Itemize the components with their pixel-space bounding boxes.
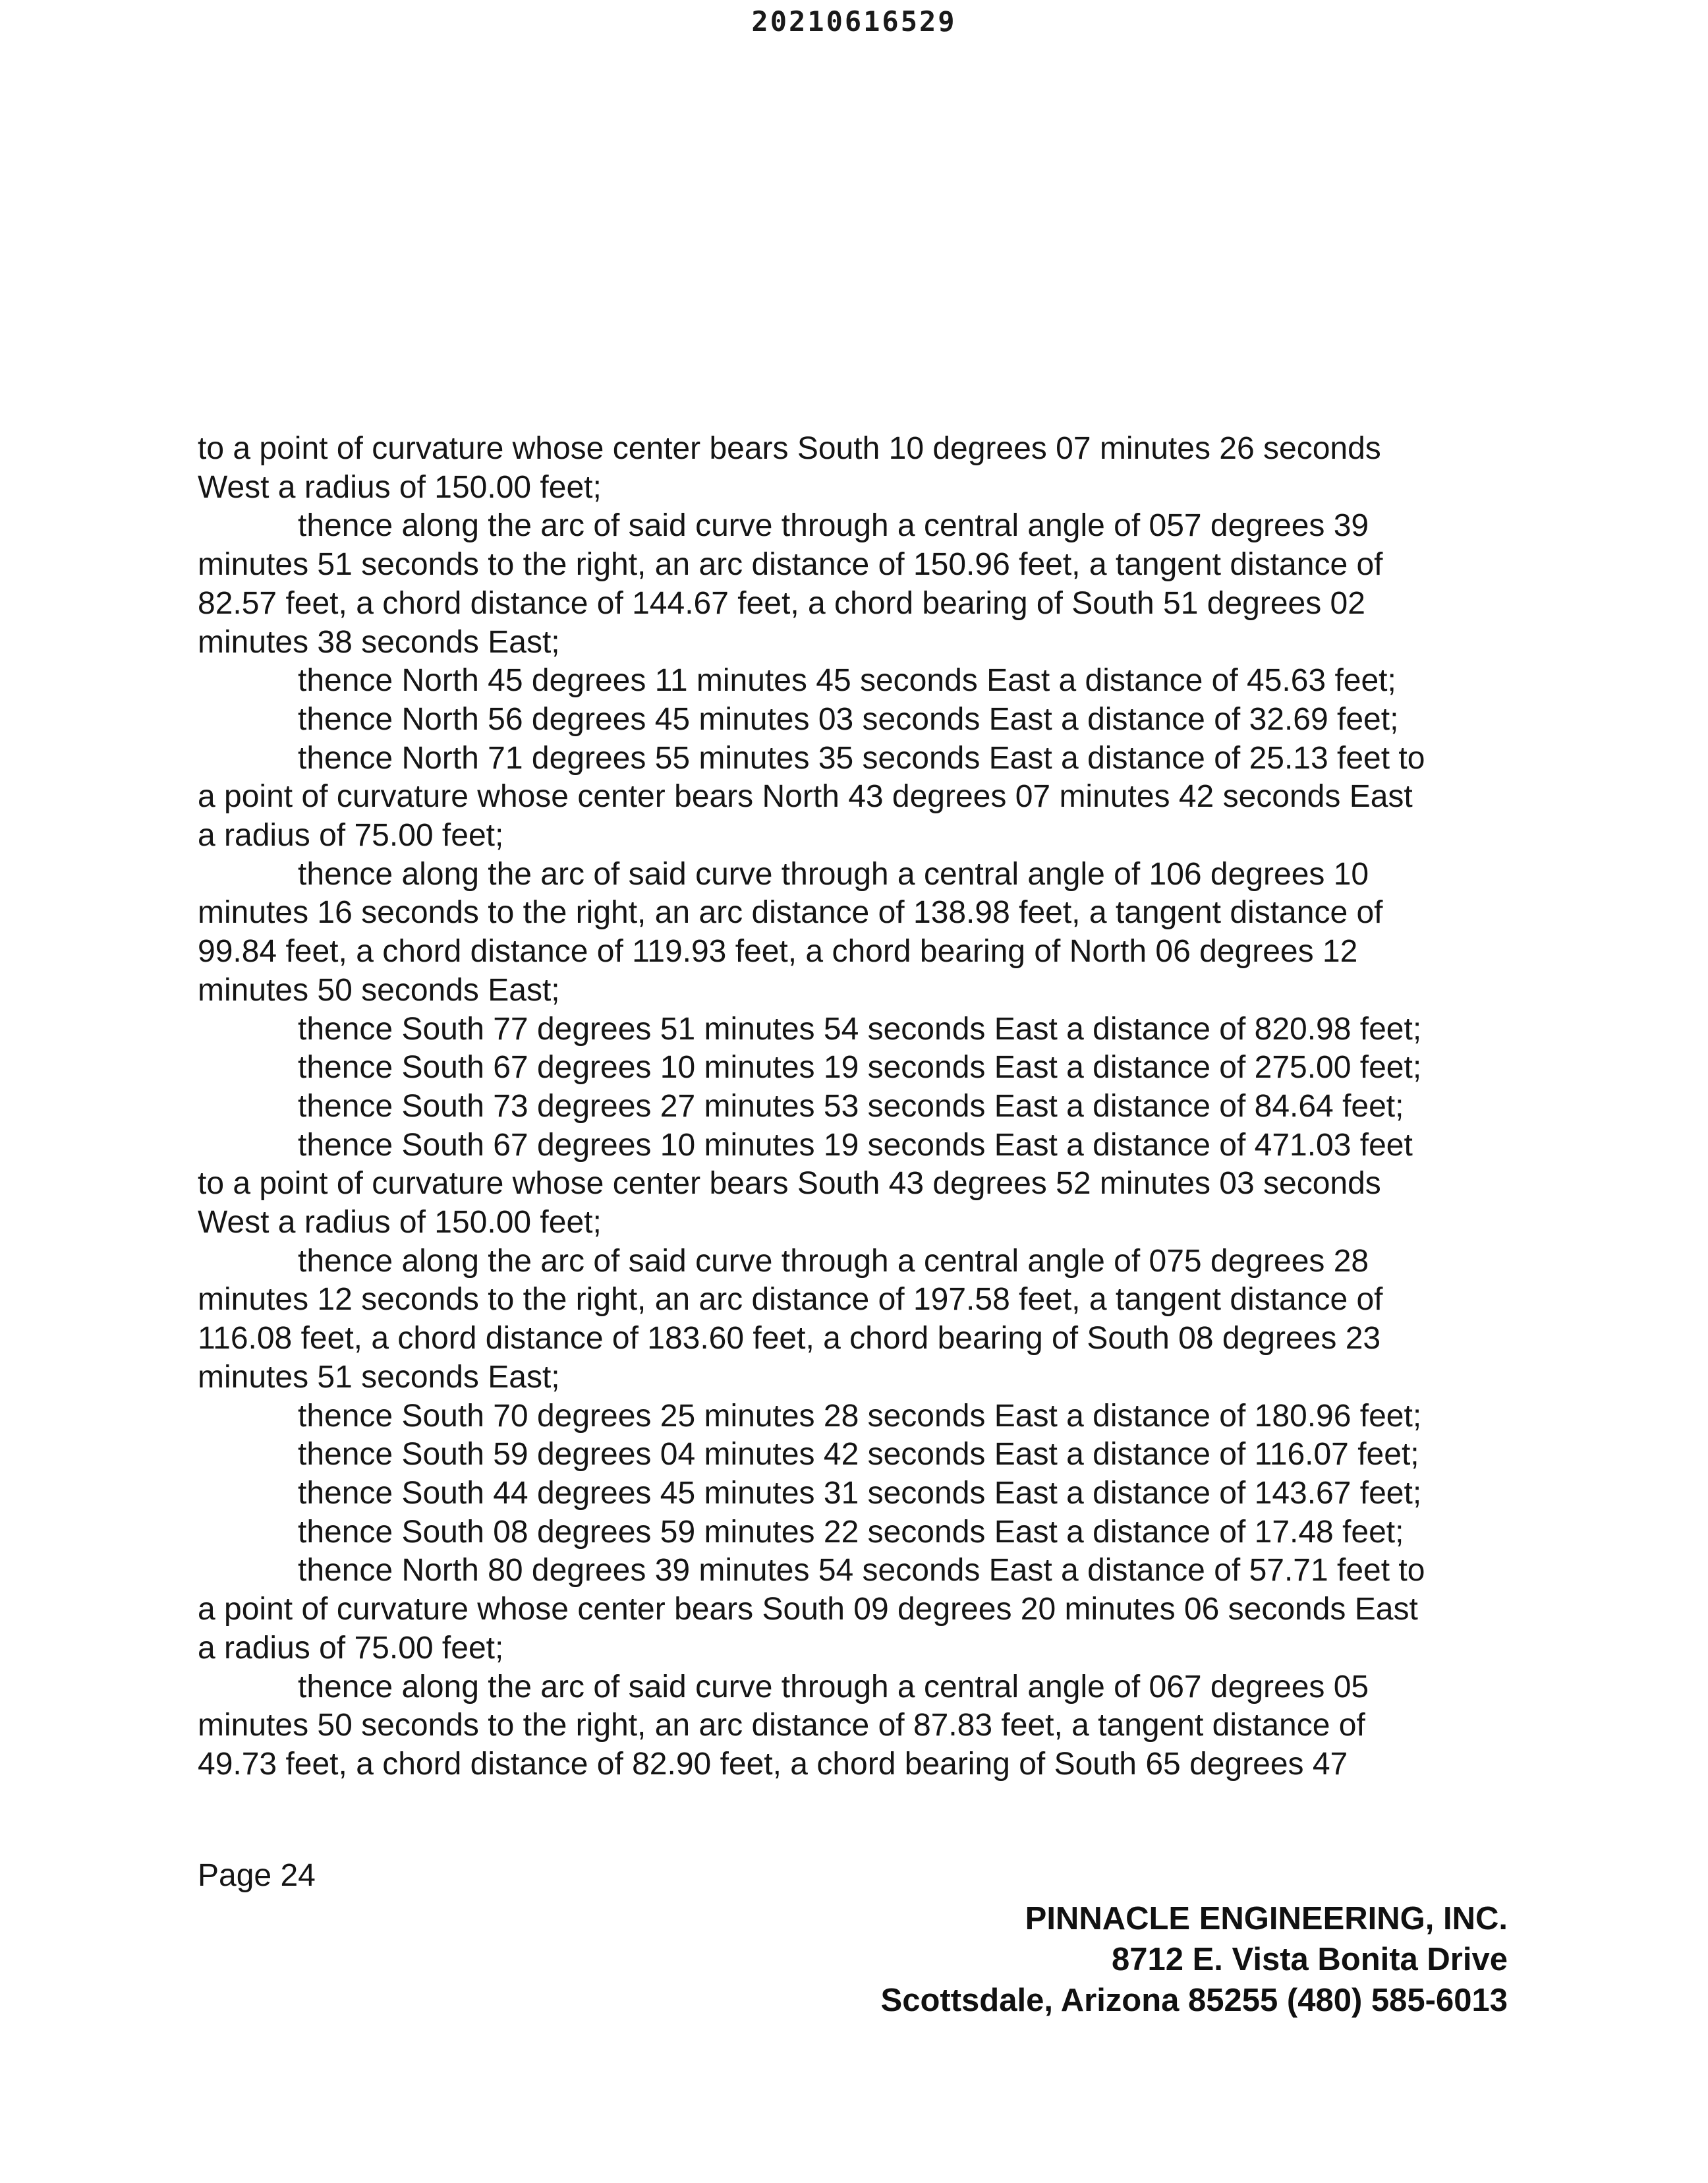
body-line: to a point of curvature whose center bears South 43 degrees 52 minutes 03 seconds	[198, 1166, 1381, 1202]
body-line: minutes 51 seconds to the right, an arc distance of 150.96 feet, a tangent distance of	[198, 547, 1383, 583]
body-line: thence South 77 degrees 51 minutes 54 seconds East a distance of 820.98 feet;	[298, 1011, 1422, 1047]
body-line: to a point of curvature whose center bears South 10 degrees 07 minutes 26 seconds	[198, 431, 1381, 466]
page-number: Page 24	[198, 1858, 316, 1893]
body-line: a point of curvature whose center bears North 43 degrees 07 minutes 42 seconds East	[198, 779, 1413, 815]
body-line: minutes 12 seconds to the right, an arc distance of 197.58 feet, a tangent distance of	[198, 1282, 1383, 1318]
body-line: minutes 51 seconds East;	[198, 1359, 560, 1395]
body-line: West a radius of 150.00 feet;	[198, 1205, 602, 1240]
body-line: West a radius of 150.00 feet;	[198, 469, 602, 505]
body-line: thence North 71 degrees 55 minutes 35 seconds East a distance of 25.13 feet to	[298, 740, 1425, 776]
company-address-block	[881, 1898, 1508, 2021]
body-line: minutes 50 seconds East;	[198, 972, 560, 1008]
company-name: PINNACLE ENGINEERING, INC.	[1025, 1901, 1508, 1936]
body-line: a radius of 75.00 feet;	[198, 818, 504, 854]
body-line: thence North 45 degrees 11 minutes 45 seconds East a distance of 45.63 feet;	[298, 663, 1396, 699]
body-line: thence South 67 degrees 10 minutes 19 seconds East a distance of 275.00 feet;	[298, 1050, 1422, 1086]
body-line: thence South 08 degrees 59 minutes 22 seconds East a distance of 17.48 feet;	[298, 1514, 1404, 1550]
body-line: 99.84 feet, a chord distance of 119.93 feet, a chord bearing of North 06 degrees 12	[198, 934, 1358, 970]
body-line: thence along the arc of said curve through a central angle of 057 degrees 39	[298, 508, 1369, 544]
legal-description-body	[198, 430, 1509, 1784]
body-line: minutes 16 seconds to the right, an arc distance of 138.98 feet, a tangent distance of	[198, 895, 1383, 931]
body-line: thence North 80 degrees 39 minutes 54 seconds East a distance of 57.71 feet to	[298, 1553, 1425, 1588]
body-line: thence South 73 degrees 27 minutes 53 seconds East a distance of 84.64 feet;	[298, 1088, 1404, 1124]
body-line: thence North 56 degrees 45 minutes 03 seconds East a distance of 32.69 feet;	[298, 701, 1399, 737]
body-line: thence South 59 degrees 04 minutes 42 seconds East a distance of 116.07 feet;	[298, 1437, 1419, 1472]
body-line: thence along the arc of said curve through a central angle of 075 degrees 28	[298, 1243, 1369, 1279]
body-line: thence South 67 degrees 10 minutes 19 seconds East a distance of 471.03 feet	[298, 1127, 1413, 1163]
body-line: thence along the arc of said curve through a central angle of 067 degrees 05	[298, 1669, 1369, 1704]
body-line: 116.08 feet, a chord distance of 183.60 feet, a chord bearing of South 08 degrees 23	[198, 1321, 1381, 1356]
company-city-phone: Scottsdale, Arizona 85255 (480) 585-6013	[880, 1983, 1508, 2018]
body-line: thence South 70 degrees 25 minutes 28 seconds East a distance of 180.96 feet;	[298, 1398, 1422, 1434]
body-line: a radius of 75.00 feet;	[198, 1630, 504, 1666]
body-line: thence South 44 degrees 45 minutes 31 seconds East a distance of 143.67 feet;	[298, 1475, 1422, 1511]
body-line: minutes 38 seconds East;	[198, 624, 560, 660]
body-line: 49.73 feet, a chord distance of 82.90 feet, a chord bearing of South 65 degrees 47	[198, 1746, 1348, 1782]
recording-number: 20210616529	[751, 5, 957, 38]
body-line: a point of curvature whose center bears South 09 degrees 20 minutes 06 seconds East	[198, 1592, 1418, 1627]
body-line: thence along the arc of said curve through a central angle of 106 degrees 10	[298, 856, 1369, 892]
body-line: 82.57 feet, a chord distance of 144.67 feet, a chord bearing of South 51 degrees 02	[198, 585, 1365, 621]
body-line: minutes 50 seconds to the right, an arc distance of 87.83 feet, a tangent distance of	[198, 1708, 1365, 1743]
company-street-address: 8712 E. Vista Bonita Drive	[1112, 1942, 1508, 1977]
